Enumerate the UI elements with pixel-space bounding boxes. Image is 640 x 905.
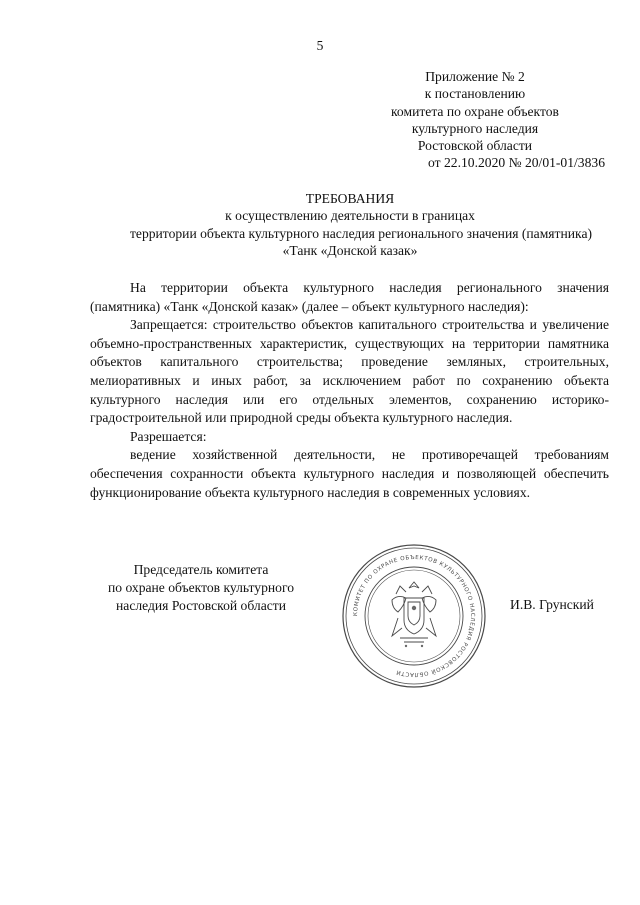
seal-graphic (340, 542, 488, 690)
prohibited-paragraph (90, 316, 609, 428)
intro-paragraph: На территории объекта культурного наследия регионального значения (памятника) «Танк «Донской казак» (далее – объект культурного наследия): (90, 280, 609, 314)
appendix-line: культурного наследия (411, 120, 539, 136)
title-line: к осуществлению деятельности в границах (225, 208, 475, 224)
appendix-date-line: от 22.10.2020 № 20/01-01/3836 (428, 155, 605, 171)
appendix-line: Ростовской области (417, 138, 533, 154)
appendix-line: Приложение № 2 (425, 69, 525, 84)
appendix-line: комитета по охране объектов (391, 103, 559, 119)
appendix-header (355, 68, 605, 172)
signer-name: И.В. Грунский (510, 597, 594, 612)
signer-position-line: Председатель комитета (133, 562, 269, 577)
document-title (90, 190, 610, 260)
official-seal-icon (340, 542, 488, 690)
prohibited-label: Запрещается: (130, 317, 208, 333)
page-number: 5 (316, 38, 324, 53)
title-line: территории объекта культурного наследия регионального значения (памятника) (129, 225, 593, 241)
document-body (90, 279, 609, 502)
title-line: «Танк «Донской казак» (282, 243, 418, 259)
appendix-line: к постановлению (424, 86, 526, 102)
seal-ring-text: КОМИТЕТ ПО ОХРАНЕ ОБЪЕКТОВ КУЛЬТУРНОГО НАСЛЕДИЯ РОСТОВСКОЙ ОБЛАСТИ (352, 554, 476, 678)
prohibited-text: строительство объектов капитального строительства и увеличение объемно-пространственных характеристик, существующих на территории памятника объектов капитального строительства; проведение земляных, строительных, мелиоративных и иных работ, за исключением работ по сохранению объекта культурного наследия или его отдельных элементов, сохранению историко-градостроительной или природной среды объекта культурного наследия. (90, 317, 609, 426)
allowed-paragraph: ведение хозяйственной деятельности, не противоречащей требованиям обеспечения сохранности объекта культурного наследия и позволяющей обеспечить функционирование объекта культурного наследия в современных условиях. (90, 447, 609, 500)
signer-position-line: наследия Ростовской области (116, 598, 286, 614)
title-heading: ТРЕБОВАНИЯ (305, 191, 395, 206)
signer-position-line: по охране объектов культурного (107, 580, 295, 596)
signer-position (90, 561, 312, 616)
svg-text:КОМИТЕТ ПО ОХРАНЕ ОБЪЕКТОВ КУЛ (353, 555, 475, 677)
allowed-label: Разрешается: (130, 428, 207, 444)
